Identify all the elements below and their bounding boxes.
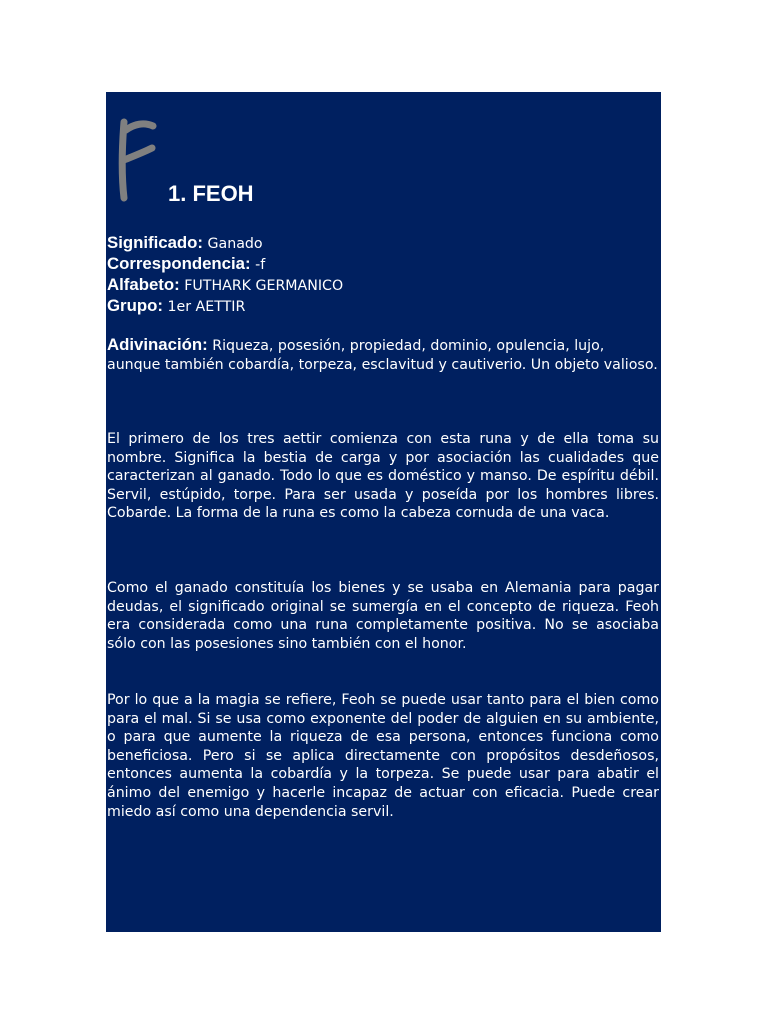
field-value: Ganado <box>207 236 263 252</box>
adivinacion-section <box>107 336 659 374</box>
paragraph-wealth: Como el ganado constituía los bienes y se usaba en Alemania para pagar deudas, el significado original se sumergía en el concepto de riqueza. Feoh era considerada como una runa completamente positiva. No se asociaba sólo con las posesiones sino también con el honor. <box>107 580 659 652</box>
field-label: Correspondencia: <box>107 254 251 273</box>
field-value: 1er AETTIR <box>167 299 246 315</box>
adivinacion-label: Adivinación: <box>107 335 208 354</box>
fehu-rune-icon <box>112 112 160 204</box>
rune-properties <box>107 232 659 316</box>
field-correspondencia <box>107 253 659 274</box>
paragraph-magic: Por lo que a la magia se refiere, Feoh se puede usar tanto para el bien como para el mal. Si se usa como exponente del poder de alguien en su ambiente, o para que aumente la riqueza de esa persona, entonces funciona como beneficiosa. Pero si se aplica directamente con propósitos desdeñosos, entonces aumenta la cobardía y la torpeza. Se puede usar para abatir el ánimo del enemigo y hacerle incapaz de actuar con eficacia. Puede crear miedo así como una dependencia servil. <box>107 692 659 820</box>
field-significado <box>107 232 659 253</box>
paragraph-origin: El primero de los tres aettir comienza con esta runa y de ella toma su nombre. Significa la bestia de carga y por asociación las cualidades que caracterizan al ganado. Todo lo que es doméstico y manso. De espíritu débil. Servil, estúpido, torpe. Para ser usada y poseída por los hombres libres. Cobarde. La forma de la runa es como la cabeza cornuda de una vaca. <box>107 431 659 522</box>
field-label: Grupo: <box>107 296 163 315</box>
field-alfabeto <box>107 274 659 295</box>
field-value: -f <box>255 257 266 273</box>
page-title: 1. FEOH <box>168 181 254 206</box>
field-label: Alfabeto: <box>107 275 180 294</box>
field-value: FUTHARK GERMANICO <box>184 278 344 294</box>
document-page <box>106 92 661 932</box>
field-label: Significado: <box>107 233 204 252</box>
adivinacion-text: Riqueza, posesión, propiedad, dominio, opulencia, lujo, aunque también cobardía, torpeza, esclavitud y cautiverio. Un objeto valioso. <box>107 338 658 373</box>
field-grupo <box>107 295 659 316</box>
